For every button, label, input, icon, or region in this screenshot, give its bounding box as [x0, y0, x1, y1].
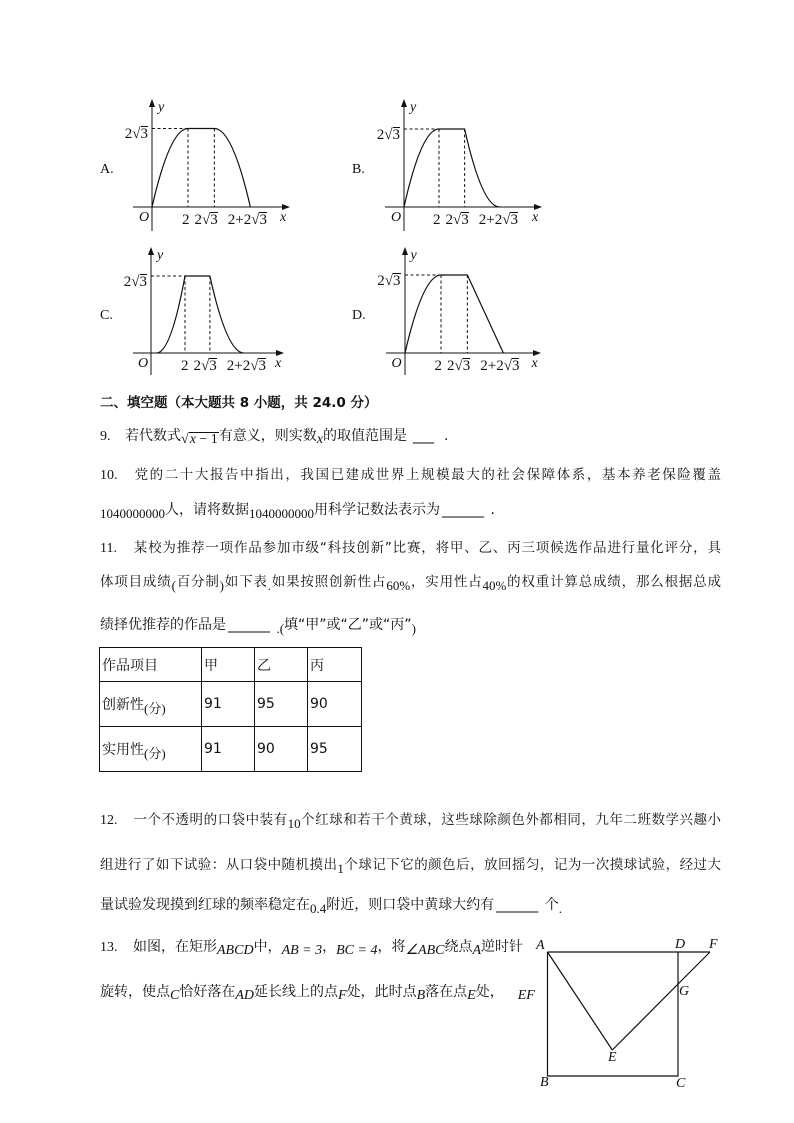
point-label-g: G [679, 984, 690, 999]
segment-ef [612, 952, 710, 1050]
origin-label: O [138, 355, 149, 371]
question-text: 的取值范围是 [323, 428, 408, 444]
answer-blank: ______ [496, 897, 539, 913]
question-hint: 填“甲”或“乙”或“丙” [284, 617, 412, 633]
question-text: 体项目成绩 [100, 574, 172, 590]
option-d-graph [355, 243, 555, 383]
x-axis-label: x [280, 210, 287, 225]
table-row [100, 682, 362, 727]
x-tick-labels [435, 357, 530, 375]
x-tick-label: 2√3 [447, 357, 471, 374]
x-tick-labels [181, 357, 276, 375]
row-label-unit: (分) [144, 701, 166, 716]
x-tick-label: 2+2√3 [478, 211, 518, 228]
function-curve [157, 276, 244, 353]
question-text: 逆时针 [481, 939, 524, 955]
period: . [558, 901, 562, 916]
function-curve [404, 129, 500, 207]
paren-close: ) [411, 621, 416, 636]
point-label-a: A [536, 938, 545, 953]
answer-blank: ______ [228, 617, 270, 633]
question-text: 个球记下它的颜色后，放回摇匀，记为一次摸球试验，经过大 [343, 857, 722, 873]
question-9 [100, 426, 448, 446]
x-axis-label: x [531, 355, 538, 371]
x-axis-label: x [275, 355, 282, 371]
table-cell: 95 [255, 682, 308, 727]
question-text: 中， [253, 939, 282, 955]
question-text: 用科学记数法表示为 [314, 502, 440, 518]
table-row-label [100, 727, 202, 772]
question-11-line-2 [100, 572, 721, 592]
question-text: 绩择优推荐的作品是 [100, 617, 226, 633]
table-cell: 90 [308, 682, 362, 727]
question-text: 有意义，则实数 [218, 428, 317, 444]
percent-value: 40% [482, 578, 507, 593]
number-value: 1040000000 [100, 506, 165, 521]
question-text: 落在点 [425, 984, 468, 1000]
question-text: 如果按照创新性占 [271, 574, 387, 590]
paren-open: ( [171, 578, 176, 593]
radicand-variable: x [189, 432, 196, 447]
math-variable: B [416, 988, 426, 1003]
y-axis-label: y [157, 247, 164, 263]
question-text: 的权重计算总成绩，那么根据总成 [506, 574, 722, 590]
x-tick-label: 2√3 [194, 212, 218, 228]
question-13-line-2 [100, 982, 535, 1002]
row-label-text: 创新性 [102, 697, 144, 713]
math-expression: BC = 4 [336, 943, 378, 958]
paren-close: ) [219, 578, 224, 593]
y-axis-label: y [410, 247, 417, 263]
math-expression: AD [235, 988, 255, 1003]
table-header-row [100, 648, 362, 682]
question-12-line-3 [100, 895, 562, 915]
origin-label: O [391, 355, 402, 371]
math-expression: EF [517, 988, 535, 1003]
question-13-line-1 [100, 937, 523, 957]
x-tick-label: 2 [434, 357, 442, 374]
table-row [100, 727, 362, 772]
function-curve [405, 275, 503, 353]
number-value: 1 [337, 861, 344, 876]
question-text: 如下表 [224, 574, 268, 590]
question-text: ， [322, 939, 337, 955]
question-12-line-1 [100, 810, 721, 830]
question-text: ，将 [377, 939, 406, 955]
answer-blank: ______ [442, 502, 484, 518]
option-b-label: B. [352, 162, 365, 177]
table-header-cell: 乙 [255, 648, 308, 682]
percent-value: 60% [386, 578, 411, 593]
point-label-f: F [709, 937, 718, 952]
question-text: 处，此时点 [346, 984, 417, 1000]
question-text: 一个不透明的口袋中装有 [133, 812, 288, 828]
dashed-guides [152, 129, 214, 208]
x-tick-labels [433, 211, 528, 229]
question-number: 12. [100, 813, 118, 828]
table-cell: 91 [202, 727, 255, 772]
math-variable: C [170, 988, 180, 1003]
x-tick-label: 2√3 [193, 357, 217, 374]
rectangle-rotation-figure [530, 930, 730, 1100]
y-tick-label: 2√3 [376, 126, 400, 143]
x-tick-label: 2 [181, 357, 189, 374]
math-expression: AB = 3 [281, 943, 323, 958]
table-header-cell: 作品项目 [100, 648, 202, 682]
radicand [189, 432, 219, 447]
x-tick-label: 2+2√3 [480, 357, 520, 374]
radical-symbol: √ [181, 432, 189, 447]
row-label-unit: (分) [144, 746, 166, 761]
dashed-guides [405, 275, 467, 353]
question-text: 组进行了如下试验：从口袋中随机摸出 [100, 857, 338, 873]
math-variable: x [316, 432, 324, 447]
number-value: 1040000000 [249, 506, 314, 521]
question-text: 附近，则口袋中黄球大约有 [326, 897, 495, 913]
x-tick-label: 2+2√3 [227, 212, 267, 228]
y-axis-arrow-icon [402, 247, 408, 255]
question-text: 个红球和若干个黄球，这些球除颜色外都相同，九年二班数学兴趣小 [300, 812, 722, 828]
x-tick-label: 2+2√3 [226, 357, 266, 374]
period: . [490, 502, 495, 518]
y-axis-arrow-icon [401, 99, 407, 107]
y-tick-label: 2√3 [124, 126, 148, 142]
question-number: 13. [100, 940, 118, 955]
function-curve [152, 129, 250, 208]
table-cell: 91 [202, 682, 255, 727]
question-text: 某校为推荐一项作品参加市级“科技创新”比赛，将甲、乙、丙三项候选作品进行量化评分，具 [133, 540, 721, 556]
segment-ae [548, 952, 613, 1050]
y-axis-arrow-icon [148, 247, 154, 255]
number-value: 0.4 [310, 901, 327, 916]
question-number: 11. [100, 541, 117, 556]
period: . [444, 428, 449, 444]
dashed-guides [404, 129, 465, 207]
x-axis-label: x [532, 209, 539, 225]
option-a-graph [102, 97, 302, 237]
row-label-text: 实用性 [102, 742, 144, 758]
table-cell: 95 [308, 727, 362, 772]
option-c-label: C. [100, 308, 113, 323]
y-tick-label: 2√3 [377, 272, 401, 289]
point-label-d: D [675, 937, 686, 952]
question-text: 延长线上的点 [254, 984, 339, 1000]
table-row-label [100, 682, 202, 727]
option-c-graph [101, 243, 301, 383]
math-variable: A [472, 943, 482, 958]
y-tick-label: 2√3 [123, 273, 147, 290]
radicand-rest: − 1 [195, 432, 218, 447]
math-variable: E [467, 988, 476, 1003]
table-cell: 90 [255, 727, 308, 772]
section-header: 二、填空题（本大题共 8 小题，共 24.0 分） [100, 395, 378, 411]
question-text: 恰好落在 [179, 984, 236, 1000]
x-tick-label: 2 [182, 212, 190, 228]
question-text: 人，请将数据 [165, 502, 249, 518]
point-label-b: B [540, 1075, 549, 1090]
question-text: 绕点 [444, 939, 473, 955]
option-b-graph [354, 97, 554, 237]
question-text: 百分制 [175, 574, 220, 590]
point-label-c: C [676, 1076, 686, 1091]
y-axis-label: y [410, 99, 417, 115]
y-axis-arrow-icon [149, 99, 155, 107]
paren-open: ( [279, 621, 285, 636]
question-text: 如图，在矩形 [133, 939, 217, 955]
math-expression: ABCD [217, 943, 254, 958]
x-tick-label: 2 [433, 211, 441, 228]
radical-expression [181, 432, 219, 447]
origin-label: O [139, 210, 150, 225]
math-variable: F [338, 988, 347, 1003]
table-header-cell: 甲 [202, 648, 255, 682]
origin-label: O [391, 209, 402, 225]
x-tick-labels [182, 211, 277, 229]
question-text: ，实用性占 [410, 574, 483, 590]
number-value: 10 [287, 816, 301, 831]
dashed-guides [151, 276, 210, 353]
question-11-line-1 [100, 538, 721, 558]
answer-blank: ___ [413, 428, 435, 444]
question-number: 9. [100, 429, 111, 444]
point-label-e: E [608, 1050, 617, 1065]
y-axis-label: y [158, 100, 165, 115]
question-12-line-2 [100, 855, 721, 875]
x-tick-label: 2√3 [445, 211, 469, 228]
question-11-line-3 [100, 615, 416, 635]
question-text: 若代数式 [125, 428, 181, 444]
option-d-label: D. [352, 308, 366, 323]
question-text: 处， [475, 984, 504, 1000]
unit-text: 个 [540, 897, 559, 913]
question-number: 10. [100, 468, 118, 483]
question-10-line-1 [100, 465, 721, 485]
table-header-cell: 丙 [308, 648, 362, 682]
period: . [267, 578, 271, 593]
question-10-line-2 [100, 500, 495, 520]
math-expression: ∠ABC [405, 943, 445, 958]
score-table [99, 647, 362, 772]
question-text: 旋转，使点 [100, 984, 170, 1000]
question-text: 党的二十大报告中指出，我国已建成世界上规模最大的社会保障体系，基本养老保险覆盖 [133, 467, 721, 483]
question-text: 量试验发现摸到红球的频率稳定在 [100, 897, 310, 913]
period: . [276, 621, 280, 636]
option-a-label: A. [100, 162, 114, 177]
